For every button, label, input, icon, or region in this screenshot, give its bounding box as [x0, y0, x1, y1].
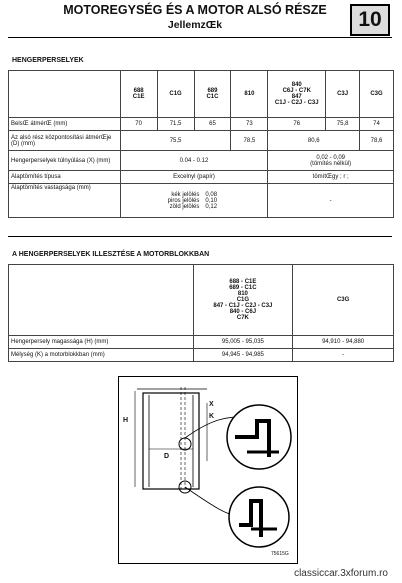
- cylinder-liner-table: [8, 70, 394, 218]
- col-header-688: 688 C1E: [120, 71, 157, 118]
- section-rule: [8, 236, 392, 237]
- row-label: Hengerpersely magassága (H) (mm): [9, 336, 194, 349]
- col-header-c1g: C1G: [157, 71, 194, 118]
- table-header-row: [9, 265, 394, 336]
- liner-drawing: [119, 377, 297, 563]
- table-row: [9, 131, 394, 151]
- label-k: K: [209, 413, 215, 420]
- cell-value: 94,910 - 94,880: [293, 336, 394, 349]
- liner-fit-table: [8, 264, 394, 362]
- section-title-liner-fit: A HENGERPERSELYEK ILLESZTÉSE A MOTORBLOKKBAN: [12, 251, 210, 258]
- section-number-tab: 10: [350, 4, 390, 36]
- col-header-689: 689 C1C: [194, 71, 231, 118]
- table-header-row: [9, 71, 394, 118]
- col-header-c3g: C3G: [293, 265, 394, 336]
- row-label: Az alsó rész központosítási átmérŒje (D) (mm): [9, 131, 121, 151]
- row-label: BelsŒ átmérŒ (mm): [9, 118, 121, 131]
- cell-value: 65: [194, 118, 231, 131]
- label-h: H: [123, 417, 129, 424]
- cell-value: 0.04 - 0.12: [120, 151, 268, 171]
- table-row: [9, 171, 394, 184]
- table-row: [9, 118, 394, 131]
- cell-value: 80,6: [268, 131, 360, 151]
- cell-value: tömítŒgy ; r ;: [268, 171, 394, 184]
- cell-value: 78,5: [231, 131, 268, 151]
- header-empty-cell: [9, 71, 121, 118]
- section-title-cylinder-liners: HENGERPERSELYEK: [12, 57, 84, 64]
- row-label: Alaptömítés vastagsága (mm): [9, 184, 121, 218]
- cell-value: -: [293, 349, 394, 362]
- cell-value: 95,005 - 95,035: [193, 336, 293, 349]
- cell-value: 94,945 - 94,985: [193, 349, 293, 362]
- figure-code: 75615G: [271, 551, 289, 557]
- header-rule: [8, 37, 392, 38]
- cell-value: -: [268, 184, 394, 218]
- page-title: MOTOREGYSÉG ÉS A MOTOR ALSÓ RÉSZE: [63, 3, 327, 17]
- cell-value: 75,8: [326, 118, 360, 131]
- row-label: Alaptömítés típusa: [9, 171, 121, 184]
- cell-value: 73: [231, 118, 268, 131]
- col-header-c3g: C3G: [360, 71, 394, 118]
- table-row: [9, 184, 394, 218]
- table-row: [9, 349, 394, 362]
- label-x: X: [209, 401, 214, 408]
- cell-value: 0,02 - 0,09 (tömítés nélkül): [268, 151, 394, 171]
- cell-value: 71,5: [157, 118, 194, 131]
- cell-value: 76: [268, 118, 326, 131]
- col-header-engines: 688 - C1E 689 - C1C 810 C1G 847 - C1J - C2J - C3J 840 - C6J C7K: [193, 265, 293, 336]
- col-header-840: 840 C6J - C7K 847 C1J - C2J - C3J: [268, 71, 326, 118]
- cell-value: 78,6: [360, 131, 394, 151]
- table-row: [9, 336, 394, 349]
- cell-value: Excelnyl (papír): [120, 171, 268, 184]
- liner-diagram: [118, 376, 298, 564]
- cell-value: 70: [120, 118, 157, 131]
- cell-value: 75,5: [120, 131, 231, 151]
- label-d: D: [164, 453, 170, 460]
- col-header-810: 810: [231, 71, 268, 118]
- row-label: Hengerperselyek túlnyúlása (X) (mm): [9, 151, 121, 171]
- row-label: Mélység (K) a motorblokkban (mm): [9, 349, 194, 362]
- cell-value: 74: [360, 118, 394, 131]
- cell-value: kék jelölés 0,08 piros jelölés 0,10 zöld jelölés 0,12: [120, 184, 268, 218]
- header-empty-cell: [9, 265, 194, 336]
- table-row: [9, 151, 394, 171]
- watermark-text: classiccar.3xforum.ro: [294, 568, 388, 579]
- page-subtitle: JellemzŒk: [167, 19, 223, 31]
- col-header-c3j: C3J: [326, 71, 360, 118]
